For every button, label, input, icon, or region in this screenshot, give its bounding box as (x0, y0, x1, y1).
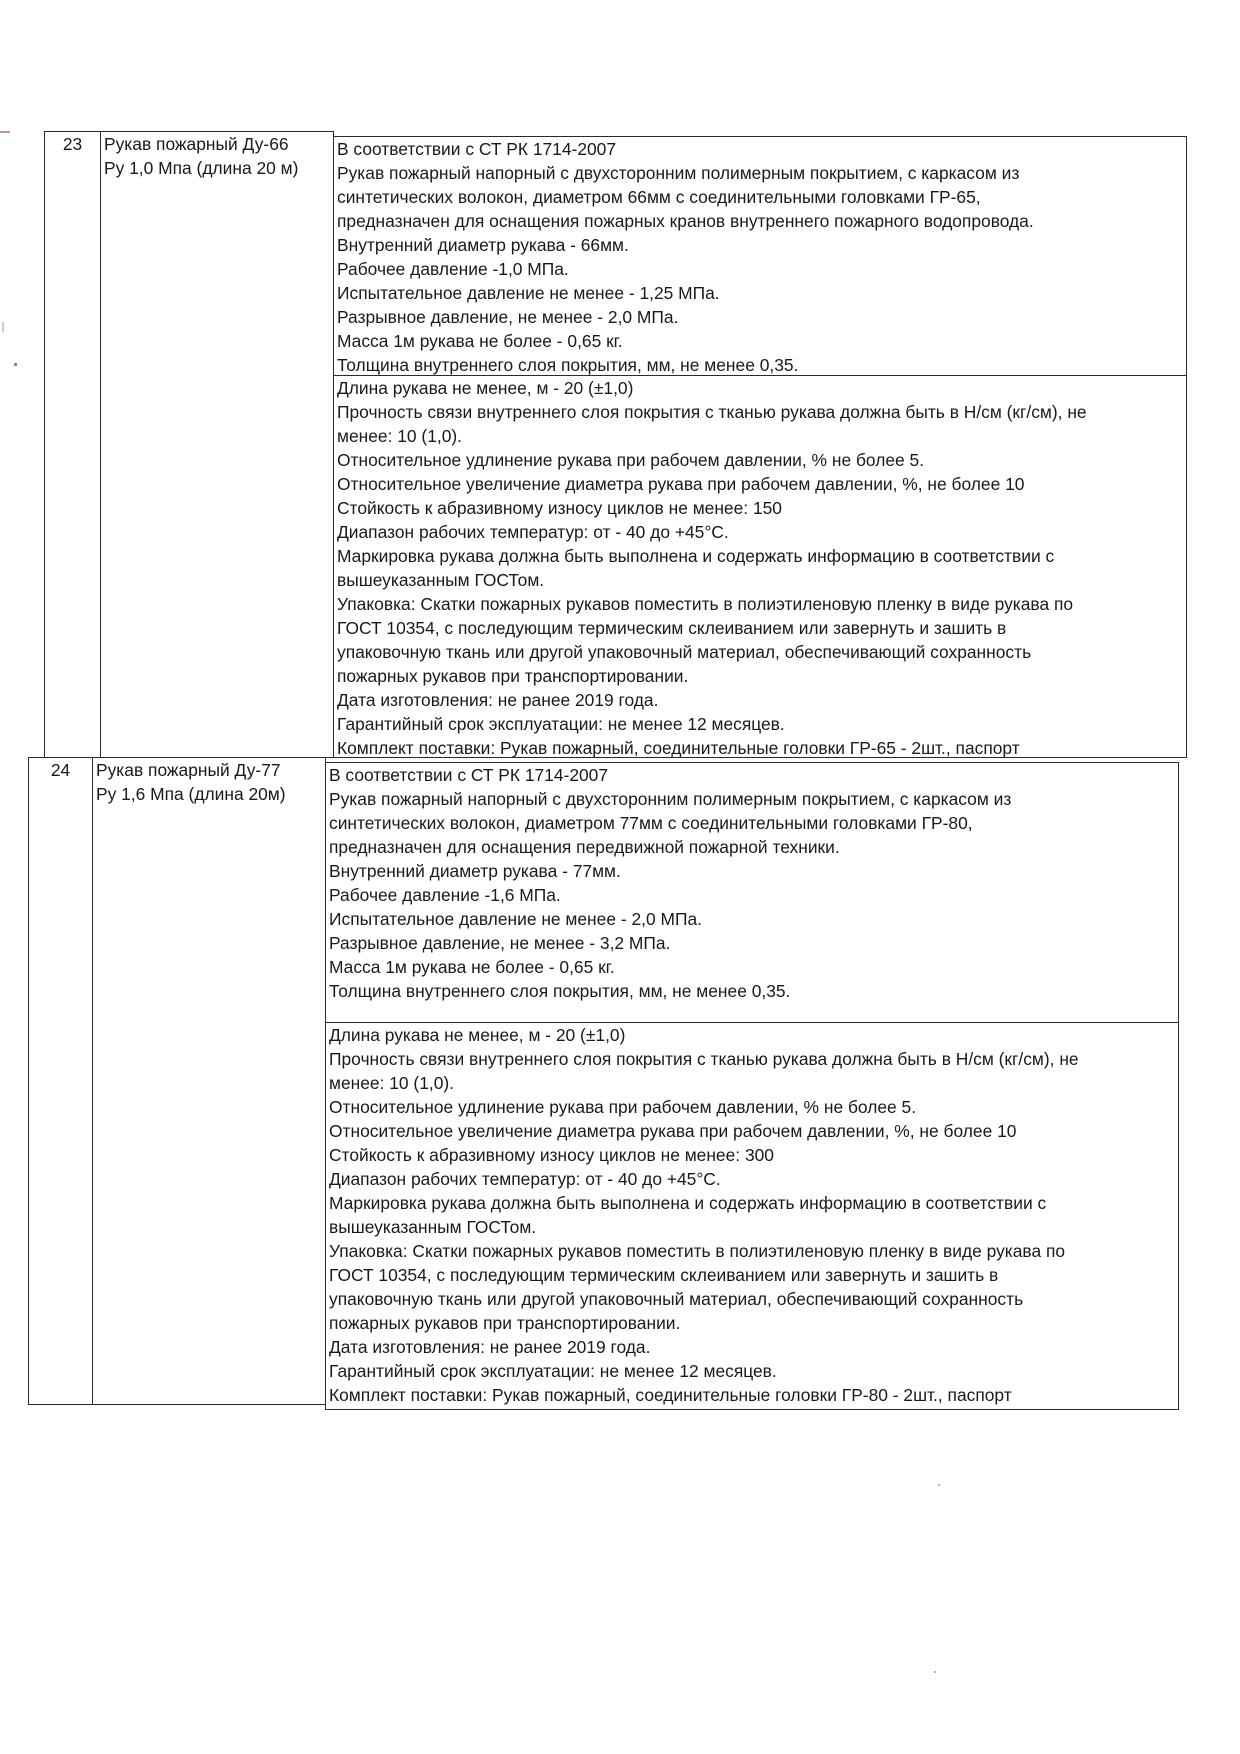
row-number: 23 (62, 134, 83, 154)
spec-line: Толщина внутреннего слоя покрытия, мм, не менее 0,35. (337, 355, 799, 375)
spec-line: менее: 10 (1,0). (337, 426, 463, 446)
spec-line: Масса 1м рукава не более - 0,65 кг. (337, 331, 623, 351)
spec-line: Рукав пожарный напорный с двухсторонним полимерным покрытием, с каркасом из (337, 163, 1020, 183)
scan-mark (14, 363, 17, 366)
spec-line: Стойкость к абразивному износу циклов не менее: 150 (337, 498, 782, 518)
spec-line: Маркировка рукава должна быть выполнена и содержать информацию в соответствии с (329, 1193, 1047, 1213)
scan-mark (2, 322, 4, 332)
spec-line: Относительное увеличение диаметра рукава при рабочем давлении, %, не более 10 (329, 1121, 1017, 1141)
row-24-spec-part2 (325, 1022, 1179, 1410)
scan-speck (938, 1484, 940, 1486)
spec-line: пожарных рукавов при транспортировании. (337, 666, 689, 686)
spec-line: Гарантийный срок эксплуатации: не менее 12 месяцев. (337, 714, 785, 734)
spec-line: В соответствии с СТ РК 1714-2007 (337, 139, 617, 159)
spec-line: Комплект поставки: Рукав пожарный, соединительные головки ГР-65 - 2шт., паспорт (337, 738, 1020, 758)
spec-line: Испытательное давление не менее - 1,25 МПа. (337, 283, 720, 303)
item-name-line: Ру 1,6 Мпа (длина 20м) (96, 784, 286, 804)
spec-line: Упаковка: Скатки пожарных рукавов поместить в полиэтиленовую пленку в виде рукава по (337, 594, 1074, 614)
spec-line: Испытательное давление не менее - 2,0 МПа. (329, 909, 702, 929)
scan-mark (0, 131, 10, 133)
spec-line: Упаковка: Скатки пожарных рукавов поместить в полиэтиленовую пленку в виде рукава по (329, 1241, 1066, 1261)
spec-line: Диапазон рабочих температур: от - 40 до +45°С. (329, 1169, 721, 1189)
spec-line: Рукав пожарный напорный с двухсторонним полимерным покрытием, с каркасом из (329, 789, 1012, 809)
spec-line: Масса 1м рукава не более - 0,65 кг. (329, 957, 615, 977)
spec-line: Гарантийный срок эксплуатации: не менее 12 месяцев. (329, 1361, 777, 1381)
spec-line: предназначен для оснащения пожарных кранов внутреннего пожарного водопровода. (337, 211, 1034, 231)
spec-line: Дата изготовления: не ранее 2019 года. (337, 690, 659, 710)
scan-speck (934, 1671, 936, 1673)
spec-line: предназначен для оснащения передвижной пожарной техники. (329, 837, 840, 857)
spec-line: Рабочее давление -1,0 МПа. (337, 259, 569, 279)
row-23-name-cell (100, 131, 334, 758)
spec-line: Прочность связи внутреннего слоя покрытия с тканью рукава должна быть в Н/см (кг/см), не (329, 1049, 1079, 1069)
spec-line: Относительное увеличение диаметра рукава при рабочем давлении, %, не более 10 (337, 474, 1025, 494)
spec-line: Диапазон рабочих температур: от - 40 до +45°С. (337, 522, 729, 542)
item-name-line: Рукав пожарный Ду-77 (96, 760, 281, 780)
spec-line: упаковочную ткань или другой упаковочный материал, обеспечивающий сохранность (329, 1289, 1024, 1309)
item-name-line: Ру 1,0 Мпа (длина 20 м) (104, 158, 299, 178)
spec-line: пожарных рукавов при транспортировании. (329, 1313, 681, 1333)
spec-line: Внутренний диаметр рукава - 66мм. (337, 235, 629, 255)
spec-line: Стойкость к абразивному износу циклов не менее: 300 (329, 1145, 774, 1165)
spec-line: В соответствии с СТ РК 1714-2007 (329, 765, 609, 785)
spec-line: Относительное удлинение рукава при рабочем давлении, % не более 5. (337, 450, 925, 470)
spec-line: Разрывное давление, не менее - 2,0 МПа. (337, 307, 679, 327)
spec-line: вышеуказанным ГОСТом. (337, 570, 545, 590)
spec-line: Маркировка рукава должна быть выполнена и содержать информацию в соответствии с (337, 546, 1055, 566)
row-24-spec-part1 (325, 762, 1179, 1023)
spec-line: Комплект поставки: Рукав пожарный, соединительные головки ГР-80 - 2шт., паспорт (329, 1385, 1012, 1405)
item-name-line: Рукав пожарный Ду-66 (104, 134, 289, 154)
spec-line: вышеуказанным ГОСТом. (329, 1217, 537, 1237)
spec-line: Относительное удлинение рукава при рабочем давлении, % не более 5. (329, 1097, 917, 1117)
row-23-number-cell (44, 131, 101, 758)
spec-line: ГОСТ 10354, с последующим термическим склеиванием или завернуть и зашить в (329, 1265, 999, 1285)
spec-line: синтетических волокон, диаметром 77мм с соединительными головками ГР-80, (329, 813, 973, 833)
row-24-number-cell (28, 757, 93, 1405)
row-23-spec-part1 (333, 136, 1187, 376)
spec-line: синтетических волокон, диаметром 66мм с соединительными головками ГР-65, (337, 187, 981, 207)
spec-line: Толщина внутреннего слоя покрытия, мм, не менее 0,35. (329, 981, 791, 1001)
spec-line: Внутренний диаметр рукава - 77мм. (329, 861, 621, 881)
spec-line: Прочность связи внутреннего слоя покрытия с тканью рукава должна быть в Н/см (кг/см), не (337, 402, 1087, 422)
spec-line: Длина рукава не менее, м - 20 (±1,0) (337, 378, 634, 398)
spec-line: Длина рукава не менее, м - 20 (±1,0) (329, 1025, 626, 1045)
row-23-spec-part2 (333, 375, 1187, 758)
row-number: 24 (50, 760, 71, 780)
spec-line: Дата изготовления: не ранее 2019 года. (329, 1337, 651, 1357)
spec-line: менее: 10 (1,0). (329, 1073, 455, 1093)
spec-line: упаковочную ткань или другой упаковочный материал, обеспечивающий сохранность (337, 642, 1032, 662)
row-24-name-cell (92, 757, 326, 1405)
spec-line: Рабочее давление -1,6 МПа. (329, 885, 561, 905)
spec-line: Разрывное давление, не менее - 3,2 МПа. (329, 933, 671, 953)
spec-line: ГОСТ 10354, с последующим термическим склеиванием или завернуть и зашить в (337, 618, 1007, 638)
